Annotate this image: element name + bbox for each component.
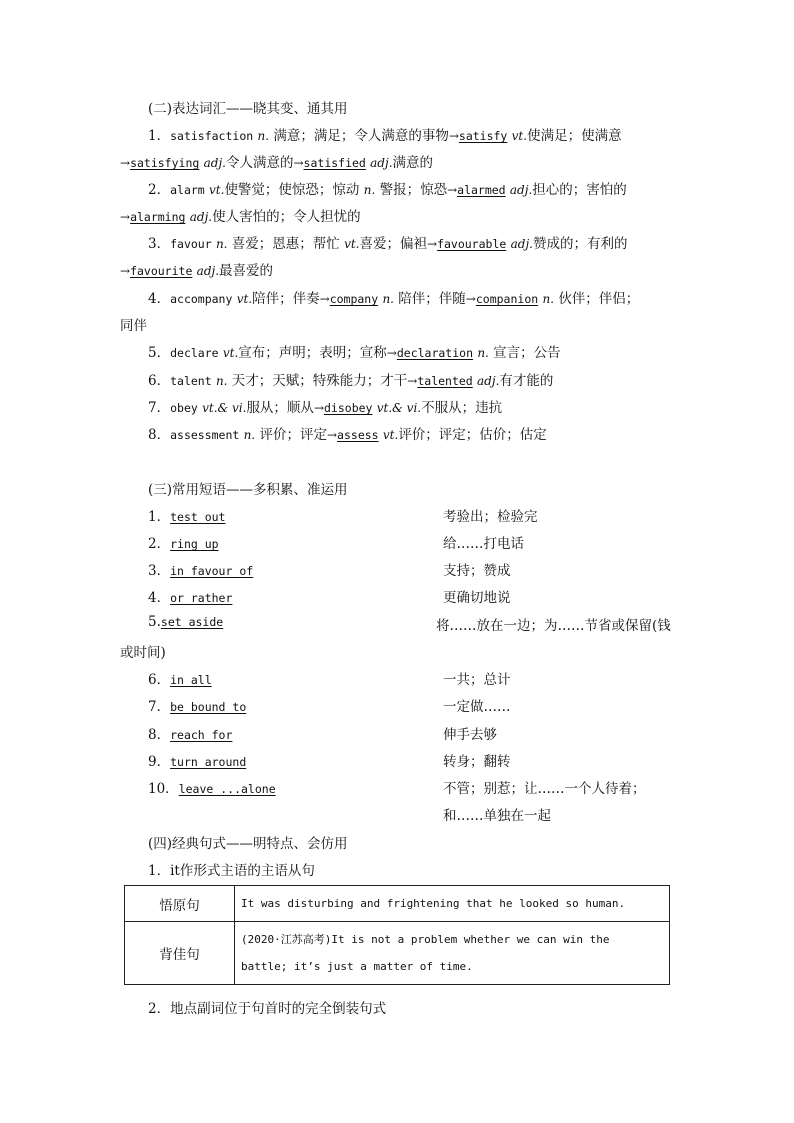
section-title-sentences: (四)经典句式——明特点、会仿用 xyxy=(148,836,348,852)
arrow-icon: → xyxy=(120,156,131,170)
arrow-icon: → xyxy=(447,183,458,197)
arrow-icon: → xyxy=(313,401,324,415)
arrow-icon: → xyxy=(120,264,131,278)
arrow-icon: → xyxy=(319,292,330,306)
vocab-entry-6: 6．talent n. 天才；天赋；特殊能力；才干→talented adj.有才能的 xyxy=(148,373,554,389)
phrase-en: 2．ring up xyxy=(148,536,219,552)
sentence-table xyxy=(124,885,670,985)
table-row xyxy=(125,886,670,922)
phrase-en: 6．in all xyxy=(148,672,212,688)
arrow-icon: → xyxy=(448,129,459,143)
vocab-entry-5: 5．declare vt.宣布；声明；表明；宣称→declaration n. 宣言；公告 xyxy=(148,345,561,361)
phrase-cn: 支持；赞成 xyxy=(443,563,511,579)
phrase-en: 4．or rather xyxy=(148,590,233,606)
phrase-cn: 给……打电话 xyxy=(443,536,524,552)
phrase-en: 5.set aside xyxy=(148,614,224,630)
vocab-entry-3-cont: →favourite adj.最喜爱的 xyxy=(120,263,274,279)
vocab-entry-4-cont: 同伴 xyxy=(120,318,147,334)
vocab-entry-3: 3．favour n. 喜爱；恩惠；帮忙 vt.喜爱；偏袒→favourable adj.赞成的；有利的 xyxy=(148,236,628,252)
phrase-cn-cont: 或时间) xyxy=(120,645,166,661)
phrase-cn: 一共；总计 xyxy=(443,672,511,688)
arrow-icon: → xyxy=(386,346,397,360)
row-label: 悟原句 xyxy=(125,886,235,922)
vocab-entry-1-cont: →satisfying adj.令人满意的→satisfied adj.满意的 xyxy=(120,155,434,171)
section-title-vocabulary: (二)表达词汇——晓其变、通其用 xyxy=(148,101,348,117)
vocab-entry-2-cont: →alarming adj.使人害怕的；令人担忧的 xyxy=(120,209,361,225)
arrow-icon: → xyxy=(293,156,304,170)
phrase-en: 1．test out xyxy=(148,509,226,525)
subsection-title-2: 2．地点副词位于句首时的完全倒装句式 xyxy=(148,1001,387,1017)
arrow-icon: → xyxy=(326,428,338,442)
vocab-entry-7: 7．obey vt.& vi.服从；顺从→disobey vt.& vi.不服从；违抗 xyxy=(148,400,503,416)
vocab-entry-4: 4．accompany vt.陪伴；伴奏→company n. 陪伴；伴随→companion n. 伙伴；伴侣； xyxy=(148,291,640,307)
phrase-cn: 考验出；检验完 xyxy=(443,509,538,525)
vocab-entry-8: 8．assessment n. 评价；评定→assess vt.评价；评定；估价；估定 xyxy=(148,427,547,443)
model-sentence: (2020·江苏高考)It is not a problem whether we can win the battle; it’s just a matter of time. xyxy=(235,922,670,985)
subsection-title-1: 1．it作形式主语的主语从句 xyxy=(148,863,315,879)
row-label: 背佳句 xyxy=(125,922,235,985)
table-row xyxy=(125,922,670,985)
phrase-cn: 转身；翻转 xyxy=(443,754,511,770)
arrow-icon: → xyxy=(407,374,418,388)
arrow-icon: → xyxy=(427,237,438,251)
vocab-entry-2: 2．alarm vt.使警觉；使惊恐；惊动 n. 警报；惊恐→alarmed adj.担心的；害怕的 xyxy=(148,182,627,198)
arrow-icon: → xyxy=(120,210,131,224)
phrase-en: 8．reach for xyxy=(148,727,233,743)
phrase-cn: 将……放在一边；为……节省或保留(钱 xyxy=(436,618,671,634)
phrase-en: 3．in favour of xyxy=(148,563,254,579)
original-sentence: It was disturbing and frightening that he looked so human. xyxy=(235,886,670,922)
vocab-entry-1: 1．satisfaction n. 满意；满足；令人满意的事物→satisfy vt.使满足；使满意 xyxy=(148,128,622,144)
phrase-cn: 不管；别惹；让……一个人待着； xyxy=(443,781,646,797)
arrow-icon: → xyxy=(465,292,476,306)
phrase-cn-cont: 和……单独在一起 xyxy=(443,808,551,824)
section-title-phrases: (三)常用短语——多积累、准运用 xyxy=(148,482,348,498)
phrase-en: 7．be bound to xyxy=(148,699,247,715)
phrase-en: 10．leave ...alone xyxy=(148,781,276,797)
phrase-cn: 更确切地说 xyxy=(443,590,511,606)
phrase-cn: 一定做…… xyxy=(443,699,511,715)
phrase-en: 9．turn around xyxy=(148,754,247,770)
phrase-cn: 伸手去够 xyxy=(443,727,497,743)
